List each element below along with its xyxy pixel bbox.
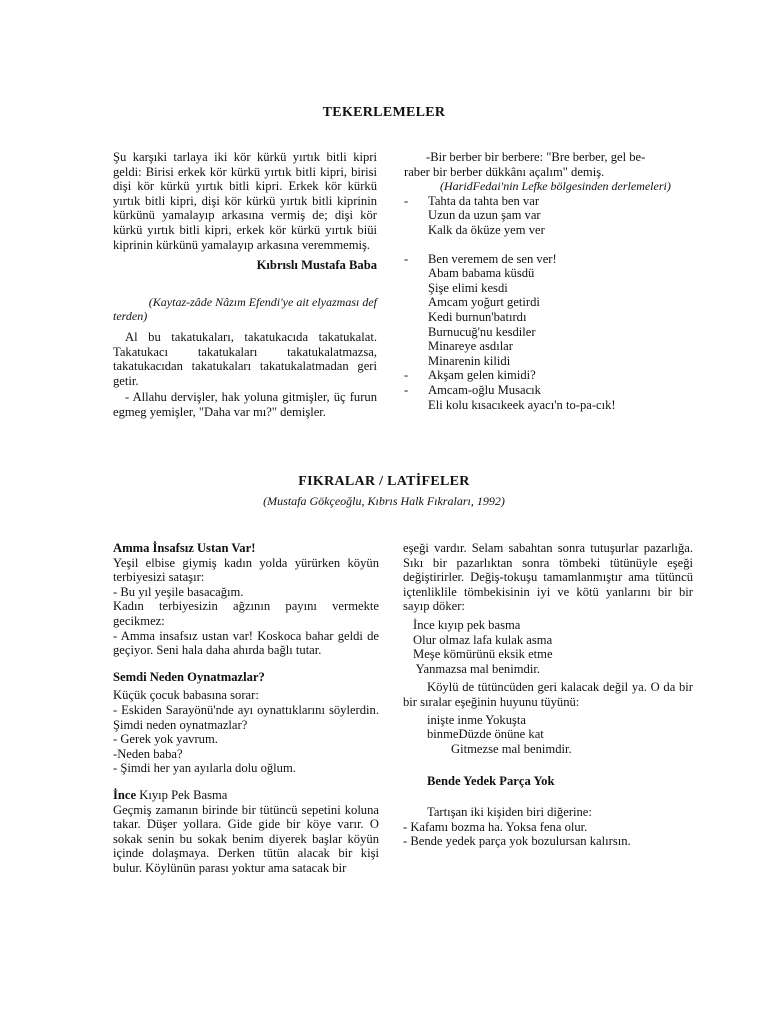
manuscript-source-line-1: (Kaytaz-zâde Nâzım Efendi'ye ait elyazması def [148,294,377,309]
verse-dash: - [404,251,409,266]
manuscript-source-line-2: terden) [113,309,148,324]
tutuncu-verse [403,618,693,676]
story3-title-bold: İnce [113,787,137,802]
story4-line-1: - Kafamı bozma ha. Yoksa fena olur. [403,819,588,834]
story-title-yedek-parca: Bende Yedek Parça Yok [427,774,555,789]
berber-intro-line-1: -Bir berber bir berbere: "Bre berber, gel be- [426,150,646,164]
verse-dash: - [404,382,409,397]
verse-line [404,281,694,296]
berber-intro-line-2: raber bir berber dükkânı açalım" demiş. [404,164,605,179]
verse-text: Burnucuğ'nu kesdiler [428,324,536,339]
verse-line [404,383,694,398]
tekerleme-paragraph-3: - Allahu dervişler, hak yoluna gitmişler, üç furun egmeg yemişler, "Daha var mı?" demişler. [113,390,377,419]
section-title-fikralar: FIKRALAR / LATİFELER [298,474,470,489]
verse-line [404,295,694,310]
verse-line: Yanmazsa mal benimdir. [413,661,540,676]
author-name: Kıbrıslı Mustafa Baba [256,258,377,273]
tekerleme-verse-2 [404,252,694,413]
verse-text: Şişe elimi kesdi [428,280,508,295]
tekerleme-paragraph-1: Şu karşıki tarlaya iki kör kürkü yırtık bitli kipri geldi: Birisi erkek kör kürkü yırtık bitli kipri, birisi dişi kör kürkü yırtık bitli kipri. Erkek kör kürkü yırtık bitli kipri, dişi kör kürkü yırtık bitli kiprinin kürkünü yamalayıp arkasına vermiş de; dişi kör kürkü yırtık bitli kipri, erkek kör kürkü yırtık biüi kiprinin kürkünü yamalayıp arkasına veremmemiş. [113,150,377,252]
story4-line-2: - Bende yedek parça yok bozulursan kalırsın. [403,834,631,849]
verse-dash: - [404,368,409,383]
story-title-ince-kiyip [113,788,379,803]
story1-line-2: - Amma insafsız ustan var! Koskoca bahar geldi de geçiyor. Seni hala daha ahırda bağlı tutar. [113,628,379,658]
verse-text: Minarenin kilidi [428,353,511,368]
verse-line: inişte inme Yokuşta [427,712,527,727]
story2-line-2: - Gerek yok yavrum. [113,732,218,747]
story-title-amma-insafsiz: Amma İnsafsız Ustan Var! [113,541,256,555]
verse-text: Abam babama küsdü [428,266,535,281]
verse-line [404,310,694,325]
verse-line [404,339,694,354]
section-title-tekerlemeler: TEKERLEMELER [322,105,446,120]
verse-line [404,325,694,340]
verse-text: Akşam gelen kimidi? [428,368,536,383]
story2-line-4: - Şimdi her yan ayılarla dolu oğlum. [113,761,296,776]
verse-line: Olur olmaz lafa kulak asma [413,632,553,647]
verse-line [404,194,694,209]
verse-line: Gitmezse mal benimdir. [451,741,572,756]
verse-line [404,368,694,383]
verse-line [404,354,694,369]
fikralar-source: (Mustafa Gökçeoğlu, Kıbrıs Halk Fıkraları, 1992) [263,494,505,508]
story1-line-1: - Bu yıl yeşile basacağım. [113,584,244,599]
verse-line: Meşe kömürünü eksik etme [413,647,553,662]
story-title-semdi-neden: Semdi Neden Oynatmazlar? [113,669,265,684]
verse-text: Uzun da uzun şam var [428,208,541,223]
tekerlemeler-right-column [404,150,694,412]
verse-text: Ben veremem de sen ver! [428,251,557,266]
verse-text: Eli kolu kısacıkeek ayacı'n to-pa-cık! [428,397,616,412]
verse-text: Kalk da öküze yem ver [428,222,545,237]
verse-line [404,223,694,238]
lefke-source: (HaridFedai'nin Lefke bölgesinden derlemeleri) [440,179,671,194]
verse-line: İnce kıyıp pek basma [413,617,521,632]
verse-text: Amcam-oğlu Musacık [428,382,541,397]
story3-continuation-2: Köylü de tütüncüden geri kalacak değil ya. O da bir bir sıralar eşeğinin huyunu tüyünü: [403,680,693,709]
verse-line [404,398,694,413]
verse-text: Tahta da tahta ben var [428,193,540,208]
story4-paragraph-1: Tartışan iki kişiden biri diğerine: [427,804,592,819]
story3-paragraph-1: Geçmiş zamanın birinde bir tütüncü sepetini koluna takar. Düşer yollara. Gide gide bir köye varır. O sokak senin bu sokak benim diyerek başlar köyün içinde dolaşmaya. Derken tütün alacak bir kişi bulur. Köylünün parası yoktur ama satacak bir [113,802,379,875]
fikralar-left-column [113,541,379,875]
verse-line: binmeDüzde önüne kat [427,727,544,742]
story2-line-3: -Neden baba? [113,746,183,761]
story2-line-1: - Eskiden Sarayönü'nde ayı oynattıklarını söylerdin. Şimdi neden oynatmazlar? [113,702,379,732]
story1-paragraph-2: Kadın terbiyesizin ağzının payını vermekte gecikmez: [113,599,379,628]
verse-dash: - [404,193,409,208]
verse-text: Minareye asdılar [428,339,513,354]
esek-verse [403,713,693,757]
verse-line [404,208,694,223]
verse-line [404,266,694,281]
fikralar-right-column [403,541,693,849]
verse-line [404,252,694,267]
tekerleme-paragraph-2: Al bu takatukaları, takatukacıda takatukalat. Takatukacı takatukaları takatukalatmazsa, takatukacıdan takatukaları takatukalatmadan geri getir. [113,329,377,388]
verse-text: Amcam yoğurt getirdi [428,295,540,310]
story3-continuation-1: eşeği vardır. Selam sabahtan sonra tutuşurlar pazarlığa. Sıkı bir pazarlıktan sonra tömbeki tütünüyle eşeği değiştirirler. Değiş-tokuşu tamamlanmıştır ama tütüncü içtenliklile tömbekisinin iyi ve kötü yanlarını bir bir sayıp döker: [403,541,693,614]
verse-text: Kedi burnun'batırdı [428,309,527,324]
story1-paragraph-1: Yeşil elbise giymiş kadın yolda yürürken köyün terbiyesizi sataşır: [113,555,379,585]
story2-paragraph-1: Küçük çocuk babasına sorar: [113,688,259,703]
tekerleme-verse-1 [404,194,694,238]
story3-title-rest: Kıyıp Pek Basma [136,787,228,802]
tekerlemeler-left-column [113,150,377,420]
